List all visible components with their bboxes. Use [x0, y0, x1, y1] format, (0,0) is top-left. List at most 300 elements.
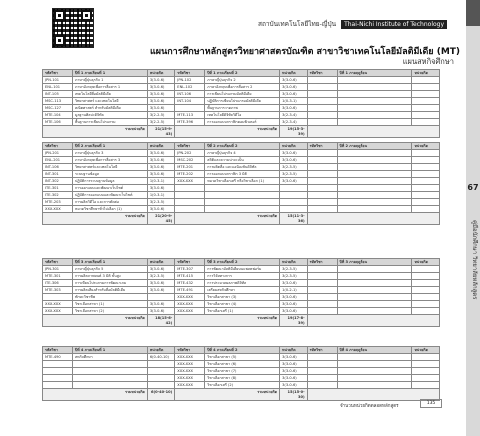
table-cell [280, 185, 307, 192]
table-cell: MTE-432 [175, 280, 205, 287]
table-cell [412, 354, 440, 361]
table-cell: ภาษาญี่ปุ่นธุรกิจ 3 [72, 150, 147, 157]
year-table [42, 69, 440, 138]
table-cell [412, 266, 440, 273]
table-row [43, 171, 440, 178]
column-header: รหัสวิชา [307, 347, 337, 354]
table-cell: วิทยาศาสตร์ และเทคโนโลยี [72, 98, 147, 105]
table-cell: 3(3-0-6) [147, 308, 174, 315]
table-cell: การวิจัยทางการ [205, 273, 280, 280]
table-cell: 3(3-0-6) [280, 77, 307, 84]
table-cell [175, 199, 205, 206]
column-header: ปีที่ 3 ภาคเรียนที่ 2 [205, 259, 280, 266]
column-header: รหัสวิชา [307, 259, 337, 266]
table-cell: การเขียนโปรแกรมการพัฒนาเกม [72, 280, 147, 287]
total-sem2: 15(15-0-30) [280, 389, 307, 401]
table-cell [72, 368, 147, 375]
table-cell: 1(0-2-1) [280, 287, 307, 294]
table-header-row [43, 143, 440, 150]
table-header-row [43, 70, 440, 77]
table-cell: 3(2-3-4) [280, 119, 307, 126]
table-cell: 3(2-2-5) [147, 112, 174, 119]
column-header: รหัสวิชา [43, 143, 73, 150]
table-cell: JPN-102 [175, 77, 205, 84]
institute-english-name: Thai-Nichi Institute of Technology [341, 20, 447, 29]
table-cell [412, 98, 440, 105]
table-cell [307, 178, 337, 185]
table-cell [280, 192, 307, 199]
column-header: ปีที่ 4 ภาคฤดูร้อน [337, 347, 412, 354]
table-cell: ITE-306 [43, 280, 73, 287]
total-credits-value: 135 [420, 399, 442, 408]
table-cell: MTE-301 [43, 273, 73, 280]
table-cell: การผลิตสื่อ และแอนิเมชันดิจิทัล [205, 164, 280, 171]
table-cell: 1(0-3-1) [280, 98, 307, 105]
table-row [43, 375, 440, 382]
table-cell: XXX-XXX [175, 368, 205, 375]
table-cell: ITE-302 [43, 192, 73, 199]
table-cell [337, 368, 412, 375]
table-cell [412, 84, 440, 91]
table-cell: วิชาเลือกสาขา (5) [205, 354, 280, 361]
table-cell [307, 361, 337, 368]
total-label: รวมหน่วยกิต [43, 213, 148, 225]
table-cell: ปฏิบัติการระบบฐานข้อมูล [72, 178, 147, 185]
table-cell [147, 382, 174, 389]
table-cell [147, 375, 174, 382]
table-cell [412, 280, 440, 287]
total-sem1: 21(15-9-43) [147, 126, 174, 138]
table-cell [43, 382, 73, 389]
column-header: หน่วยกิต [280, 70, 307, 77]
table-cell: INT-106 [175, 91, 205, 98]
table-cell: 3(3-0-6) [280, 361, 307, 368]
table-cell [307, 280, 337, 287]
table-cell: สหกิจศึกษา [72, 354, 147, 361]
table-cell: XXX-XXX [175, 301, 205, 308]
table-cell: ภาษาญี่ปุ่นธุรกิจ 2 [205, 77, 280, 84]
table-row [43, 382, 440, 389]
table-cell: ENL-201 [43, 157, 73, 164]
table-cell: XXX-XXX [175, 294, 205, 301]
table-cell: MTE-104 [43, 112, 73, 119]
total-label: รวมหน่วยกิต [43, 126, 148, 138]
table-row [43, 368, 440, 375]
column-header: ปีที่ 4 ภาคเรียนที่ 2 [205, 347, 280, 354]
table-cell: JPN-202 [175, 150, 205, 157]
table-cell: MSC-113 [43, 98, 73, 105]
column-header: รหัสวิชา [175, 259, 205, 266]
table-cell [307, 157, 337, 164]
table-cell: พื้นฐานการวาดภาพ [205, 105, 280, 112]
table-cell: 3(3-0-6) [280, 308, 307, 315]
table-cell [307, 382, 337, 389]
table-cell [307, 150, 337, 157]
table-cell [337, 185, 412, 192]
table-row [43, 178, 440, 185]
total-row [43, 389, 440, 401]
table-cell [307, 301, 337, 308]
table-cell [337, 375, 412, 382]
table-cell [175, 206, 205, 213]
table-cell [337, 354, 412, 361]
column-header: หน่วยกิต [147, 347, 174, 354]
table-cell: การออกแบบกราฟิกคอมพิวเตอร์ [205, 119, 280, 126]
table-cell: ทักษะวิชาชีพ [72, 294, 147, 301]
table-cell [280, 206, 307, 213]
table-cell: 3(3-0-6) [147, 280, 174, 287]
table-cell [337, 287, 412, 294]
table-row [43, 280, 440, 287]
table-row [43, 84, 440, 91]
total-label: รวมหน่วยกิต [175, 315, 280, 327]
table-cell: 3(3-0-6) [147, 105, 174, 112]
table-cell [412, 287, 440, 294]
table-cell: ภาษาญี่ปุ่นธุรกิจ 5 [72, 266, 147, 273]
column-header: หน่วยกิต [147, 259, 174, 266]
table-cell [307, 294, 337, 301]
table-cell [412, 112, 440, 119]
column-header: ปีที่ 1 ภาคฤดูร้อน [337, 70, 412, 77]
table-cell: เทคโนโลยีสื่อมัลติมีเดีย [72, 91, 147, 98]
table-cell: ITE-301 [43, 185, 73, 192]
table-cell [337, 382, 412, 389]
table-cell: 3(3-0-6) [280, 375, 307, 382]
table-cell: 3(3-0-6) [280, 178, 307, 185]
table-cell [337, 84, 412, 91]
column-header: หน่วยกิต [280, 143, 307, 150]
table-cell: INT-104 [175, 98, 205, 105]
table-cell [337, 273, 412, 280]
table-cell [205, 206, 280, 213]
table-cell [307, 91, 337, 98]
table-cell: 3(3-0-6) [280, 294, 307, 301]
table-row [43, 273, 440, 280]
table-cell [412, 91, 440, 98]
table-cell [412, 301, 440, 308]
table-cell [307, 84, 337, 91]
table-cell: ENL-102 [175, 84, 205, 91]
table-cell [412, 157, 440, 164]
table-cell [307, 287, 337, 294]
column-header: รหัสวิชา [43, 70, 73, 77]
table-cell: การออกแบบและพัฒนาเว็บไซต์ [72, 185, 147, 192]
column-header: หน่วยกิต [280, 347, 307, 354]
table-cell [307, 273, 337, 280]
table-cell [337, 294, 412, 301]
table-cell: MTE-415 [175, 273, 205, 280]
table-cell [307, 354, 337, 361]
table-cell: 3(3-0-6) [147, 185, 174, 192]
column-header: หน่วยกิต [280, 259, 307, 266]
table-cell: 3(3-0-6) [280, 105, 307, 112]
table-cell [337, 98, 412, 105]
column-header: หน่วยกิต [147, 143, 174, 150]
column-header: ปีที่ 1 ภาคเรียนที่ 2 [205, 70, 280, 77]
table-cell: สถิติและความน่าจะเป็น [205, 157, 280, 164]
total-row [43, 213, 440, 225]
total-sem1: 21(20-9-45) [147, 213, 174, 225]
table-cell: MTE-491 [175, 287, 205, 294]
table-cell: XXX-XXX [43, 301, 73, 308]
qr-code [52, 8, 94, 48]
table-cell: 3(3-0-6) [280, 354, 307, 361]
table-cell: MTE-490 [43, 354, 73, 361]
table-cell [412, 192, 440, 199]
table-cell: ระบบฐานข้อมูล [72, 171, 147, 178]
table-cell [175, 105, 205, 112]
table-cell: 3(2-3-5) [280, 171, 307, 178]
table-cell [337, 119, 412, 126]
table-cell [337, 91, 412, 98]
table-cell: XXX-XXX [175, 361, 205, 368]
table-cell: พื้นฐานการเขียนโปรแกรม [72, 119, 147, 126]
table-row [43, 266, 440, 273]
table-cell: การผลิตเสียงสำหรับสื่อมัลติมีเดีย [72, 287, 147, 294]
table-cell: JPN-201 [43, 150, 73, 157]
table-row [43, 308, 440, 315]
column-header: รหัสวิชา [43, 259, 73, 266]
table-cell: มูลฐานศิลปะดิจิทัล [72, 112, 147, 119]
total-label: รวมหน่วยกิต [175, 213, 280, 225]
table-header-row [43, 259, 440, 266]
table-cell: วิชาเลือกเสรี (2) [205, 382, 280, 389]
year-table [42, 142, 440, 225]
year-table [42, 258, 440, 327]
total-sem1: 6(0-40-10) [147, 389, 174, 401]
table-cell: 3(3-0-6) [147, 287, 174, 294]
table-row [43, 287, 440, 294]
table-cell: 3(3-0-6) [147, 77, 174, 84]
table-cell: XXX-XXX [175, 308, 205, 315]
page-title: แผนการศึกษาหลักสูตรวิทยาศาสตรบัณฑิต สาขาวิชาเทคโนโลยีมัลติมีเดีย (MT) [150, 47, 461, 57]
table-cell [337, 301, 412, 308]
table-cell [412, 199, 440, 206]
table-cell: 3(3-0-6) [147, 91, 174, 98]
table-cell [307, 185, 337, 192]
column-header: รหัสวิชา [175, 143, 205, 150]
table-cell: INT-301 [43, 171, 73, 178]
table-cell [307, 77, 337, 84]
table-cell: วิชาเลือกเสรี (1) [205, 308, 280, 315]
table-cell [337, 280, 412, 287]
table-cell: 3(3-0-6) [280, 157, 307, 164]
table-cell [307, 98, 337, 105]
table-cell: 3(3-0-6) [280, 382, 307, 389]
column-header: ปีที่ 2 ภาคเรียนที่ 1 [72, 143, 147, 150]
table-cell [147, 361, 174, 368]
table-cell [280, 199, 307, 206]
table-row [43, 119, 440, 126]
table-cell: 3(3-0-6) [147, 84, 174, 91]
table-cell: XXX-XXX [175, 354, 205, 361]
table-cell: 3(2-3-4) [280, 112, 307, 119]
table-cell [307, 199, 337, 206]
table-cell: วิชาเลือกสาขา (2) [72, 308, 147, 315]
table-cell: การผลิตวิดีโอ และการตัดต่อ [72, 199, 147, 206]
table-cell [43, 361, 73, 368]
year-table [42, 346, 440, 401]
table-cell: MSC-127 [43, 105, 73, 112]
table-cell [205, 192, 280, 199]
side-tab-text: คู่มือนักศึกษา วิทยาลัยหลักสูตร [471, 220, 478, 300]
table-cell [337, 150, 412, 157]
total-sem1: 18(15-6-42) [147, 315, 174, 327]
table-cell: 3(3-0-6) [280, 150, 307, 157]
table-cell [337, 361, 412, 368]
table-cell [412, 206, 440, 213]
table-row [43, 164, 440, 171]
column-header: ปีที่ 1 ภาคเรียนที่ 1 [72, 70, 147, 77]
table-cell: ภาษาอังกฤษเพื่อการสื่อสาร 1 [72, 84, 147, 91]
total-summer [307, 315, 439, 327]
table-cell [412, 105, 440, 112]
table-cell [307, 368, 337, 375]
table-cell [307, 119, 337, 126]
table-row [43, 294, 440, 301]
table-cell: ภาษาญี่ปุ่นธุรกิจ 4 [205, 150, 280, 157]
table-cell: การพัฒนามัลติมีเดียบนแพลตฟอร์ม [205, 266, 280, 273]
table-cell [412, 171, 440, 178]
table-cell: INT-302 [43, 178, 73, 185]
table-cell: MTE-303 [43, 287, 73, 294]
table-cell: MTE-113 [175, 112, 205, 119]
table-cell: การประมวลผลภาพดิจิทัล [205, 280, 280, 287]
column-header: ปีที่ 3 ภาคเรียนที่ 1 [72, 259, 147, 266]
table-cell: ENL-101 [43, 84, 73, 91]
table-cell: 1(0-3-1) [147, 178, 174, 185]
table-row [43, 91, 440, 98]
table-cell [147, 294, 174, 301]
table-cell [307, 164, 337, 171]
table-cell [307, 308, 337, 315]
table-cell [307, 206, 337, 213]
table-cell: MSC-202 [175, 157, 205, 164]
table-row [43, 301, 440, 308]
table-cell [337, 112, 412, 119]
table-row [43, 112, 440, 119]
table-cell [412, 273, 440, 280]
column-header: รหัสวิชา [175, 70, 205, 77]
table-cell [337, 157, 412, 164]
table-cell: วิชาเลือกสาขา (7) [205, 368, 280, 375]
table-cell [72, 375, 147, 382]
table-cell: XXX-XXX [175, 382, 205, 389]
table-cell: 3(3-0-6) [280, 84, 307, 91]
table-cell [147, 368, 174, 375]
table-row [43, 192, 440, 199]
table-cell: MTE-202 [175, 171, 205, 178]
table-cell [307, 105, 337, 112]
table-cell [337, 192, 412, 199]
table-cell: 3(3-0-6) [147, 171, 174, 178]
table-cell: JPN-101 [43, 77, 73, 84]
table-cell: 3(3-0-6) [147, 98, 174, 105]
table-cell: ภาษาอังกฤษเพื่อการสื่อสาร 2 [205, 84, 280, 91]
total-summer [307, 213, 439, 225]
table-cell: วิชาเลือกสาขา (1) [72, 301, 147, 308]
table-row [43, 199, 440, 206]
table-row [43, 361, 440, 368]
column-header: รหัสวิชา [175, 347, 205, 354]
table-cell [175, 185, 205, 192]
table-cell [337, 105, 412, 112]
column-header: หน่วยกิต [412, 143, 440, 150]
column-header: หน่วยกิต [412, 70, 440, 77]
table-cell: XXX-XXX [175, 375, 205, 382]
table-cell: 1(0-3-1) [147, 192, 174, 199]
table-cell [307, 171, 337, 178]
table-cell: เทคโนโลยีดิจิทัลวิดีโอ [205, 112, 280, 119]
table-cell [412, 185, 440, 192]
table-cell [412, 178, 440, 185]
table-cell [412, 294, 440, 301]
table-cell [175, 192, 205, 199]
column-header: ปีที่ 2 ภาคฤดูร้อน [337, 143, 412, 150]
table-cell: 3(3-0-6) [280, 280, 307, 287]
table-cell: 3(3-0-6) [147, 301, 174, 308]
table-cell [307, 192, 337, 199]
table-cell: 3(2-3-5) [147, 273, 174, 280]
side-tab-marker [466, 0, 480, 26]
total-label: รวมหน่วยกิต [43, 315, 148, 327]
table-cell [412, 77, 440, 84]
table-cell: 3(3-0-6) [147, 206, 174, 213]
table-cell: MTE-307 [175, 266, 205, 273]
table-cell: MTE-203 [43, 199, 73, 206]
table-cell [337, 164, 412, 171]
table-cell: วิชาเลือกสาขา (3) [205, 294, 280, 301]
institute-thai-name: สถาบันเทคโนโลยีไทย-ญี่ปุ่น [258, 20, 337, 28]
table-cell [337, 178, 412, 185]
page-subtitle: แผนสหกิจศึกษา [402, 57, 454, 66]
table-cell [412, 119, 440, 126]
table-cell [205, 185, 280, 192]
table-cell [43, 368, 73, 375]
table-cell [412, 361, 440, 368]
table-cell: ปฏิบัติการเขียนโปรแกรมมัลติมีเดีย [205, 98, 280, 105]
table-cell [412, 150, 440, 157]
table-row [43, 98, 440, 105]
table-row [43, 77, 440, 84]
table-cell: INT-106 [43, 164, 73, 171]
table-cell [412, 382, 440, 389]
column-header: หน่วยกิต [412, 347, 440, 354]
table-cell: 3(2-2-5) [147, 119, 174, 126]
total-sem2: 19(17-8-39) [280, 315, 307, 327]
table-cell [307, 112, 337, 119]
table-cell: MTE-106 [43, 119, 73, 126]
total-label: รวมหน่วยกิต [43, 389, 148, 401]
table-cell [337, 171, 412, 178]
table-cell: INT-105 [43, 91, 73, 98]
table-cell: การออกแบบกราฟิก 3 มิติ [205, 171, 280, 178]
table-cell: 3(3-0-6) [280, 91, 307, 98]
column-header: หน่วยกิต [147, 70, 174, 77]
table-cell [337, 308, 412, 315]
table-cell [337, 199, 412, 206]
table-cell [337, 266, 412, 273]
table-cell [43, 294, 73, 301]
total-summer [307, 126, 439, 138]
table-cell: วิชาเลือกสาขา (4) [205, 301, 280, 308]
table-cell: 3(3-0-6) [280, 301, 307, 308]
total-row [43, 315, 440, 327]
column-header: ปีที่ 4 ภาคเรียนที่ 1 [72, 347, 147, 354]
table-cell: หมวดวิชาศึกษาทั่วไปเลือก (1) [72, 206, 147, 213]
column-header: ปีที่ 3 ภาคฤดูร้อน [337, 259, 412, 266]
table-cell: เตรียมสหกิจศึกษา [205, 287, 280, 294]
